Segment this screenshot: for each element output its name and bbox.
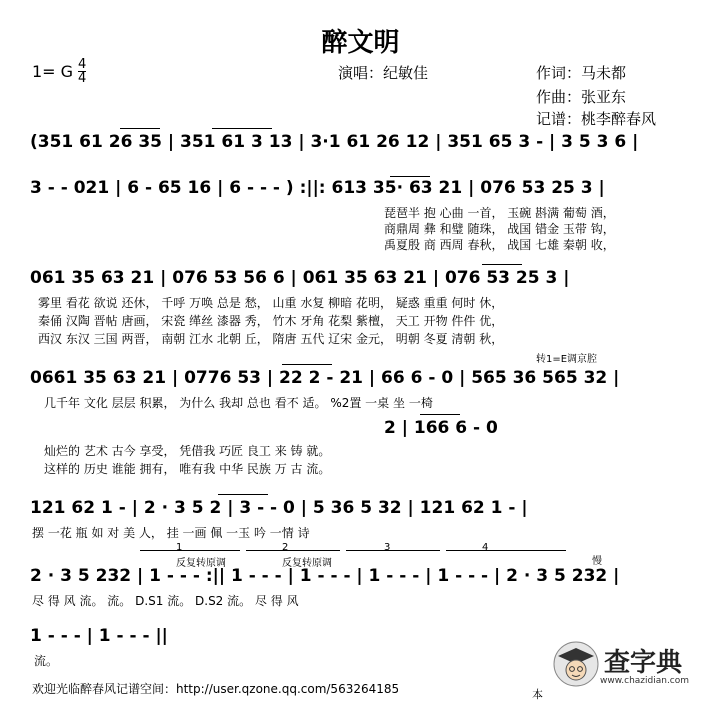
notation-row-6: 2 · 3 5 232 | 1 - - - :|| 1 - - - | 1 - - - | 1 - - - | 1 - - - | 2 · 3 5 232 | bbox=[30, 566, 620, 586]
notation-row-4b: 2 | 166 6 - 0 bbox=[384, 418, 498, 438]
tie-arc bbox=[120, 128, 160, 129]
site-logo bbox=[552, 636, 712, 694]
singer: 演唱：纪敏佳 bbox=[338, 64, 429, 82]
time-signature-denominator: 4 bbox=[78, 71, 87, 86]
lyric-line: 禹夏殷 商 西周 春秋， 战国 七雄 秦朝 收， bbox=[384, 238, 615, 252]
key-signature: 1= G bbox=[32, 62, 74, 81]
composer: 作曲：张亚东 bbox=[536, 88, 627, 106]
tie-arc bbox=[482, 264, 522, 265]
lyric-line: 这样的 历史 谁能 拥有， 唯有我 中华 民族 万 古 流。 bbox=[44, 462, 331, 476]
logo-url: www.chazidian.com bbox=[600, 676, 690, 686]
volta-label: 反复转原调 bbox=[176, 558, 226, 569]
lyric-line: 流。 bbox=[34, 654, 59, 668]
notation-row-7: 1 - - - | 1 - - - || bbox=[30, 626, 168, 646]
lyric-line: 西汉 东汉 三国 两晋， 南朝 江水 北朝 丘， 隋唐 五代 辽宋 金元， 明朝 冬夏 清朝 秋， bbox=[38, 332, 504, 346]
tie-arc bbox=[282, 364, 332, 365]
volta-number: 4 bbox=[482, 542, 489, 553]
page-title: 醉文明 bbox=[321, 28, 400, 58]
tempo-marking: 慢 bbox=[592, 556, 602, 567]
lyric-line: 摆 一花 瓶 如 对 美 人， 挂 一画 佩 一玉 吟 一情 诗 bbox=[32, 526, 310, 540]
graduate-avatar-icon bbox=[552, 636, 600, 692]
time-signature bbox=[78, 58, 86, 85]
lyric-line: 秦俑 汉陶 晋帖 唐画， 宋瓷 缂丝 漆器 秀， 竹木 牙角 花梨 紫檀， 天工 开物 件件 优， bbox=[38, 314, 504, 328]
volta-number: 2 bbox=[282, 542, 289, 553]
volta-number: 1 bbox=[176, 542, 183, 553]
tie-arc bbox=[390, 176, 430, 177]
notation-row-4: 0661 35 63 21 | 0776 53 | 22 2 - 21 | 66 6 - 0 | 565 36 565 32 | bbox=[30, 368, 620, 388]
tie-arc bbox=[212, 128, 272, 129]
volta-label: 反复转原调 bbox=[282, 558, 332, 569]
tie-arc bbox=[218, 494, 268, 495]
transpose-marker: 转1=E调京腔 bbox=[536, 354, 598, 365]
volta-number: 3 bbox=[384, 542, 391, 553]
lyric-line: 琵琶半 抱 心曲 一首， 玉碗 斟满 葡萄 酒， bbox=[384, 206, 615, 220]
volta-bracket bbox=[140, 550, 240, 551]
lyric-line: 雾里 看花 欲说 还休， 千呼 万唤 总是 愁， 山重 水复 柳暗 花明， 疑惑 重重 何时 休， bbox=[38, 296, 504, 310]
notation-row-2: 3 - - 021 | 6 - 65 16 | 6 - - - ) :||: 613 35· 63 21 | 076 53 25 3 | bbox=[30, 178, 605, 198]
corner-mark: 本 bbox=[532, 688, 543, 701]
volta-bracket bbox=[246, 550, 340, 551]
volta-bracket bbox=[346, 550, 440, 551]
notation-row-3: 061 35 63 21 | 076 53 56 6 | 061 35 63 21 | 076 53 25 3 | bbox=[30, 268, 570, 288]
logo-text: 查字典 bbox=[604, 648, 683, 678]
lyric-line: 几千年 文化 层层 积累， 为什么 我却 总也 看不 适。 %2置 一桌 坐 一椅 bbox=[44, 396, 433, 410]
notation-row-5: 121 62 1 - | 2 · 3 5 2 | 3 - - 0 | 5 36 5 32 | 121 62 1 - | bbox=[30, 498, 528, 518]
tie-arc bbox=[420, 414, 460, 415]
lyric-line: 商鼎周 彝 和璧 随珠， 战国 错金 玉带 钩， bbox=[384, 222, 615, 236]
notation-row-1: (351 61 26 35 | 351 61 3 13 | 3·1 61 26 12 | 351 65 3 - | 3 5 3 6 | bbox=[30, 132, 639, 152]
lyric-line: 灿烂的 艺术 古今 享受， 凭借我 巧匠 良工 来 铸 就。 bbox=[44, 444, 331, 458]
volta-bracket bbox=[446, 550, 566, 551]
time-signature-numerator: 4 bbox=[78, 57, 87, 72]
transcriber: 记谱：桃李醉春风 bbox=[536, 110, 657, 128]
lyricist: 作词：马未都 bbox=[536, 64, 627, 82]
footer-note: 欢迎光临醉春风记谱空间：http://user.qzone.qq.com/563264185 bbox=[32, 682, 400, 696]
lyric-line: 尽 得 风 流。 流。 D.S1 流。 D.S2 流。 尽 得 风 bbox=[32, 594, 299, 608]
